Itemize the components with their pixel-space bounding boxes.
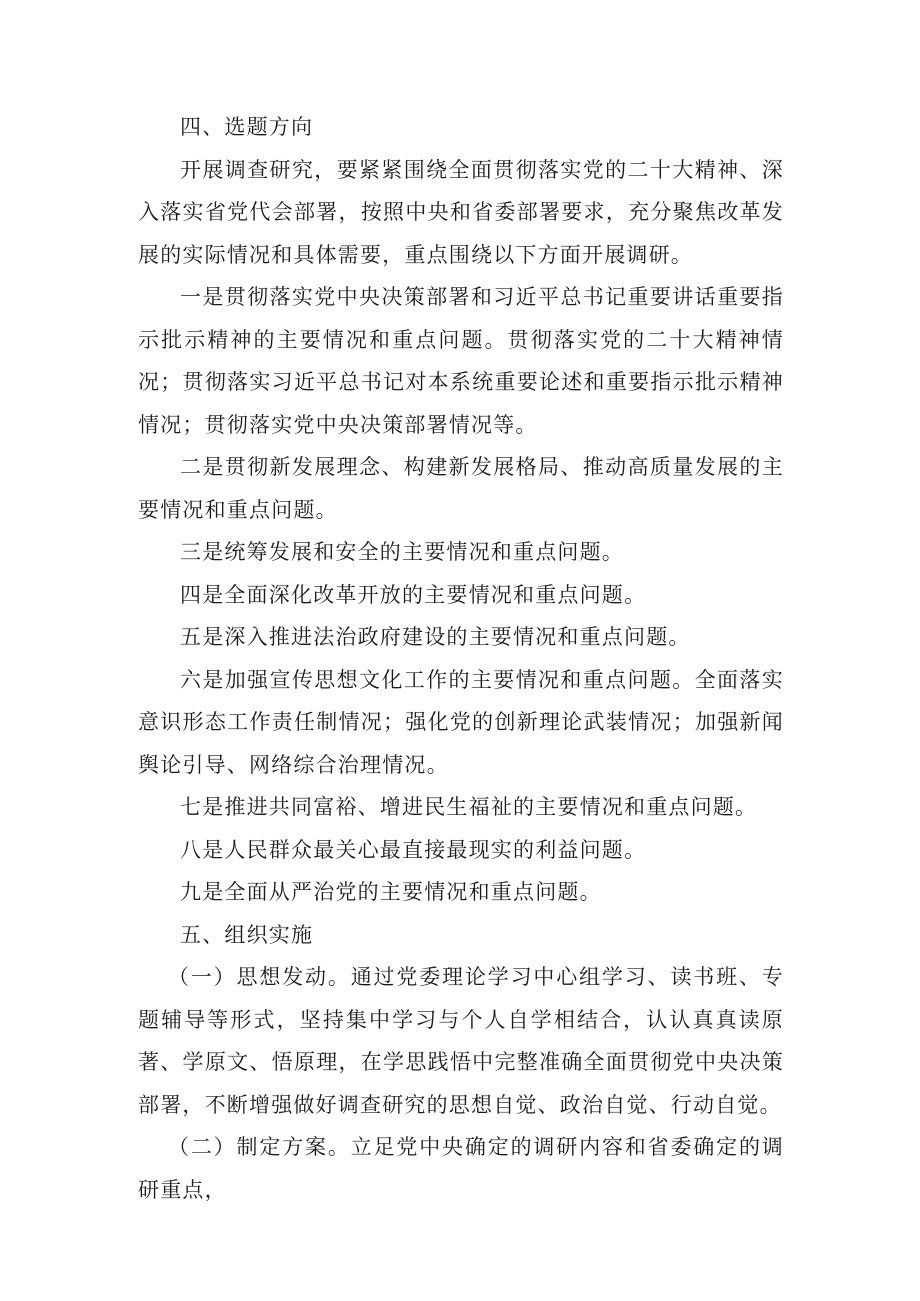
paragraph-item-6: 六是加强宣传思想文化工作的主要情况和重点问题。全面落实意识形态工作责任制情况；强化党的创新理论武装情况；加强新闻舆论引导、网络综合治理情况。 (138, 667, 784, 777)
paragraph-item-5: 五是深入推进法治政府建设的主要情况和重点问题。 (180, 625, 691, 649)
paragraph-intro: 开展调查研究，要紧紧围绕全面贯彻落实党的二十大精神、深入落实省党代会部署，按照中央和省委部署要求，充分聚焦改革发展的实际情况和具体需要，重点围绕以下方面开展调研。 (138, 157, 784, 267)
section-heading-4: 四、选题方向 (180, 115, 314, 139)
paragraph-item-7: 七是推进共同富裕、增进民生福祉的主要情况和重点问题。 (180, 795, 758, 819)
paragraph-sub-1: （一）思想发动。通过党委理论学习中心组学习、读书班、专题辅导等形式，坚持集中学习与个人自学相结合，认认真真读原著、学原文、悟原理，在学思践悟中完整准确全面贯彻党中央决策部署，不断增强做好调查研究的思想自觉、政治自觉、行动自觉。 (138, 965, 784, 1117)
paragraph-item-2: 二是贯彻新发展理念、构建新发展格局、推动高质量发展的主要情况和重点问题。 (138, 455, 784, 522)
paragraph-item-9: 九是全面从严治党的主要情况和重点问题。 (180, 880, 602, 904)
paragraph-sub-2: （二）制定方案。立足党中央确定的调研内容和省委确定的调研重点， (138, 1135, 784, 1202)
paragraph-item-3: 三是统筹发展和安全的主要情况和重点问题。 (180, 540, 624, 564)
document-body (138, 106, 784, 1211)
section-heading-5: 五、组织实施 (180, 922, 314, 947)
paragraph-item-4: 四是全面深化改革开放的主要情况和重点问题。 (180, 582, 647, 607)
paragraph-item-8: 八是人民群众最关心最直接最现实的利益问题。 (180, 837, 647, 862)
paragraph-item-1: 一是贯彻落实党中央决策部署和习近平总书记重要讲话重要指示批示精神的主要情况和重点问题。贯彻落实党的二十大精神情况；贯彻落实习近平总书记对本系统重要论述和重要指示批示精神情况；贯彻落实党中央决策部署情况等。 (138, 285, 784, 437)
